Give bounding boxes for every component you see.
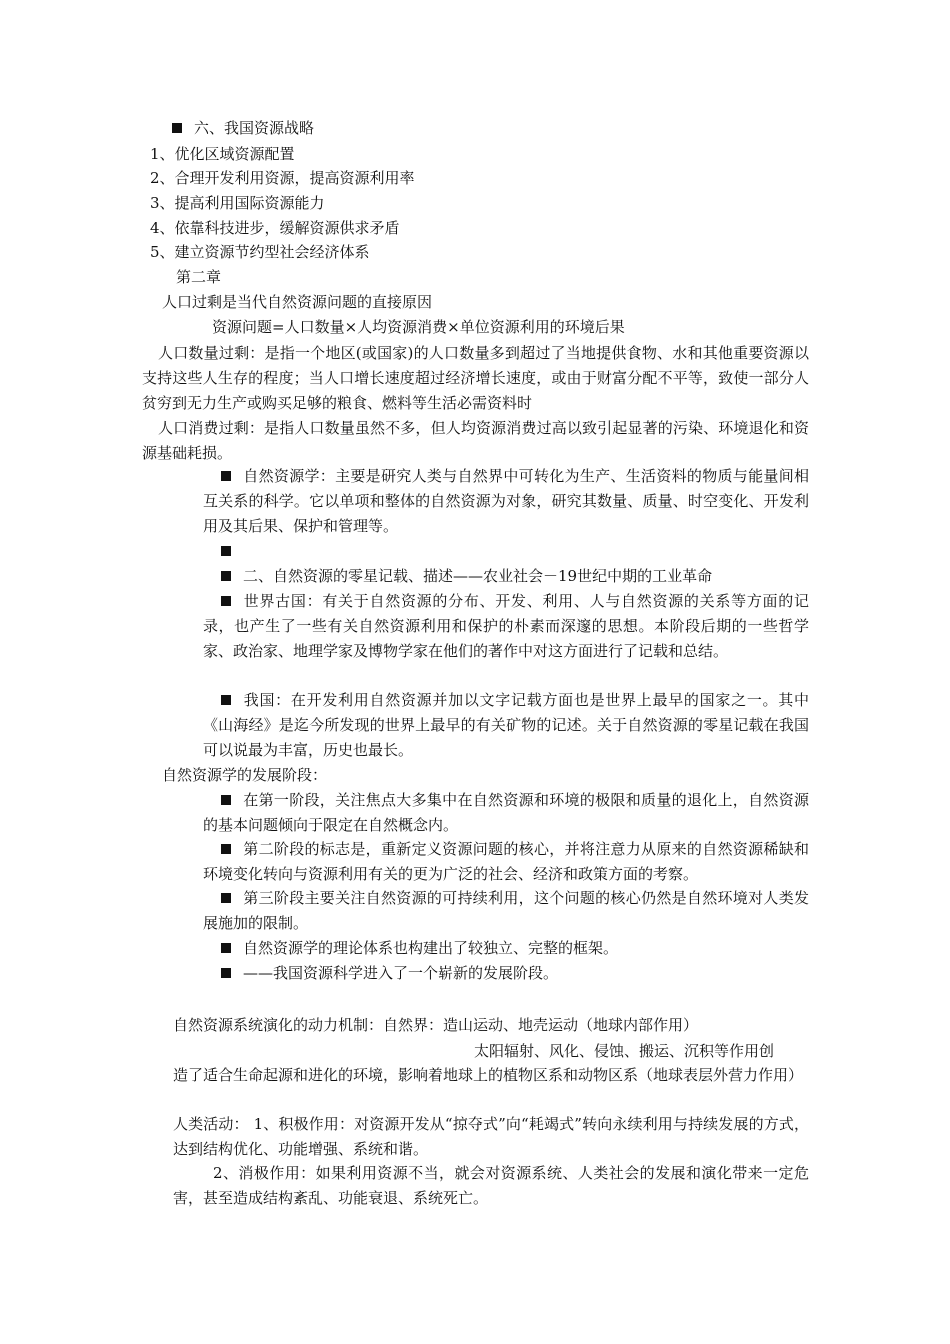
bullet-square-icon bbox=[221, 571, 231, 581]
section6-item-2: 2、合理开发利用资源，提高资源利用率 bbox=[150, 169, 415, 187]
chapter2-title: 第二章 bbox=[176, 268, 222, 286]
bullet-a-1 bbox=[203, 464, 809, 539]
section6-heading: 六、我国资源战略 bbox=[194, 119, 315, 137]
bullet-a-4-text: 世界古国：有关于自然资源的分布、开发、利用、人与自然资源的关系等方面的记录，也产生了一些有关自然资源利用和保护的朴素而深邃的思想。本阶段后期的一些哲学家、政治家、地理学家及博物学家在他们的著作中对这方面进行了记载和总结。 bbox=[203, 592, 809, 660]
section6-item-5: 5、建立资源节约型社会经济体系 bbox=[150, 243, 370, 261]
bullet-square-icon bbox=[221, 546, 231, 556]
stage-item-1-text: 在第一阶段，关注焦点大多集中在自然资源和环境的极限和质量的退化上，自然资源的基本问题倾向于限定在自然概念内。 bbox=[203, 791, 809, 834]
bullet-square-icon bbox=[221, 893, 231, 903]
mechanism-human: 人类活动： 1、积极作用：对资源开发从“掠夺式”向“耗竭式”转向永续利用与持续发展的方式，达到结构优化、功能增强、系统和谐。 bbox=[173, 1115, 809, 1158]
stage-item-5 bbox=[203, 961, 809, 986]
stage-item-2 bbox=[203, 837, 809, 887]
section6-heading-line bbox=[172, 118, 314, 138]
stage-item-3 bbox=[203, 886, 809, 936]
bullet-a-4 bbox=[203, 589, 809, 664]
bullet-a-1-text: 自然资源学：主要是研究人类与自然界中可转化为生产、生活资料的物质与能量间相互关系的科学。它以单项和整体的自然资源为对象，研究其数量、质量、时空变化、开发利用及其后果、保护和管理等。 bbox=[203, 467, 809, 535]
stage-item-4-text: 自然资源学的理论体系也构建出了较独立、完整的框架。 bbox=[243, 939, 619, 957]
bullet-square-icon bbox=[221, 695, 231, 705]
stage-item-5-text: ——我国资源科学进入了一个崭新的发展阶段。 bbox=[243, 964, 559, 982]
bullet-square-icon bbox=[221, 943, 231, 953]
bullet-square-icon bbox=[221, 795, 231, 805]
stages-heading: 自然资源学的发展阶段： bbox=[162, 766, 328, 784]
chapter2-overconsumption: 人口消费过剩：是指人口数量虽然不多，但人均资源消费过高以致引起显著的污染、环境退化和资源基础耗损。 bbox=[142, 419, 809, 462]
chapter2-cause: 人口过剩是当代自然资源问题的直接原因 bbox=[162, 293, 433, 311]
section6-item-3: 3、提高利用国际资源能力 bbox=[150, 194, 325, 212]
section6-item-1: 1、优化区域资源配置 bbox=[150, 145, 295, 163]
mechanism-line-2: 太阳辐射、风化、侵蚀、搬运、沉积等作用创 bbox=[474, 1042, 775, 1060]
bullet-square-icon bbox=[221, 596, 231, 606]
bullet-square-icon bbox=[221, 471, 231, 481]
bullet-square-icon bbox=[172, 123, 182, 133]
mechanism-line-3: 造了适合生命起源和进化的环境，影响着地球上的植物区系和动物区系（地球表层外营力作用） bbox=[173, 1066, 804, 1084]
bullet-square-icon bbox=[221, 968, 231, 978]
mechanism-negative: 2、消极作用：如果利用资源不当，就会对资源系统、人类社会的发展和演化带来一定危害，甚至造成结构紊乱、功能衰退、系统死亡。 bbox=[173, 1164, 809, 1207]
stage-item-2-text: 第二阶段的标志是，重新定义资源问题的核心，并将注意力从原来的自然资源稀缺和环境变化转向与资源利用有关的更为广泛的社会、经济和政策方面的考察。 bbox=[203, 840, 809, 883]
bullet-a-3 bbox=[203, 564, 809, 589]
stage-item-3-text: 第三阶段主要关注自然资源的可持续利用，这个问题的核心仍然是自然环境对人类发展施加的限制。 bbox=[203, 889, 809, 932]
bullet-a-2 bbox=[203, 539, 809, 564]
stage-item-1 bbox=[203, 788, 809, 838]
bullet-a-5-text: 我国：在开发利用自然资源并加以文字记载方面也是世界上最早的国家之一。其中《山海经》是迄今所发现的世界上最早的有关矿物的记述。关于自然资源的零星记载在我国可以说最为丰富，历史也最长。 bbox=[203, 691, 809, 759]
bullet-square-icon bbox=[221, 844, 231, 854]
chapter2-formula: 资源问题=人口数量×人均资源消费×单位资源利用的环境后果 bbox=[212, 318, 625, 336]
mechanism-line-1: 自然资源系统演化的动力机制：自然界：造山运动、地壳运动（地球内部作用） bbox=[173, 1016, 699, 1034]
chapter2-overpopulation: 人口数量过剩：是指一个地区(或国家)的人口数量多到超过了当地提供食物、水和其他重要资源以支持这些人生存的程度；当人口增长速度超过经济增长速度，或由于财富分配不平等，致使一部分人贫穷到无力生产或购买足够的粮食、燃料等生活必需资料时 bbox=[142, 344, 809, 412]
stage-item-4 bbox=[203, 936, 809, 961]
section6-item-4: 4、依靠科技进步，缓解资源供求矛盾 bbox=[150, 219, 400, 237]
bullet-a-5 bbox=[203, 688, 809, 763]
bullet-a-3-text: 二、自然资源的零星记载、描述——农业社会－19世纪中期的工业革命 bbox=[243, 567, 713, 585]
